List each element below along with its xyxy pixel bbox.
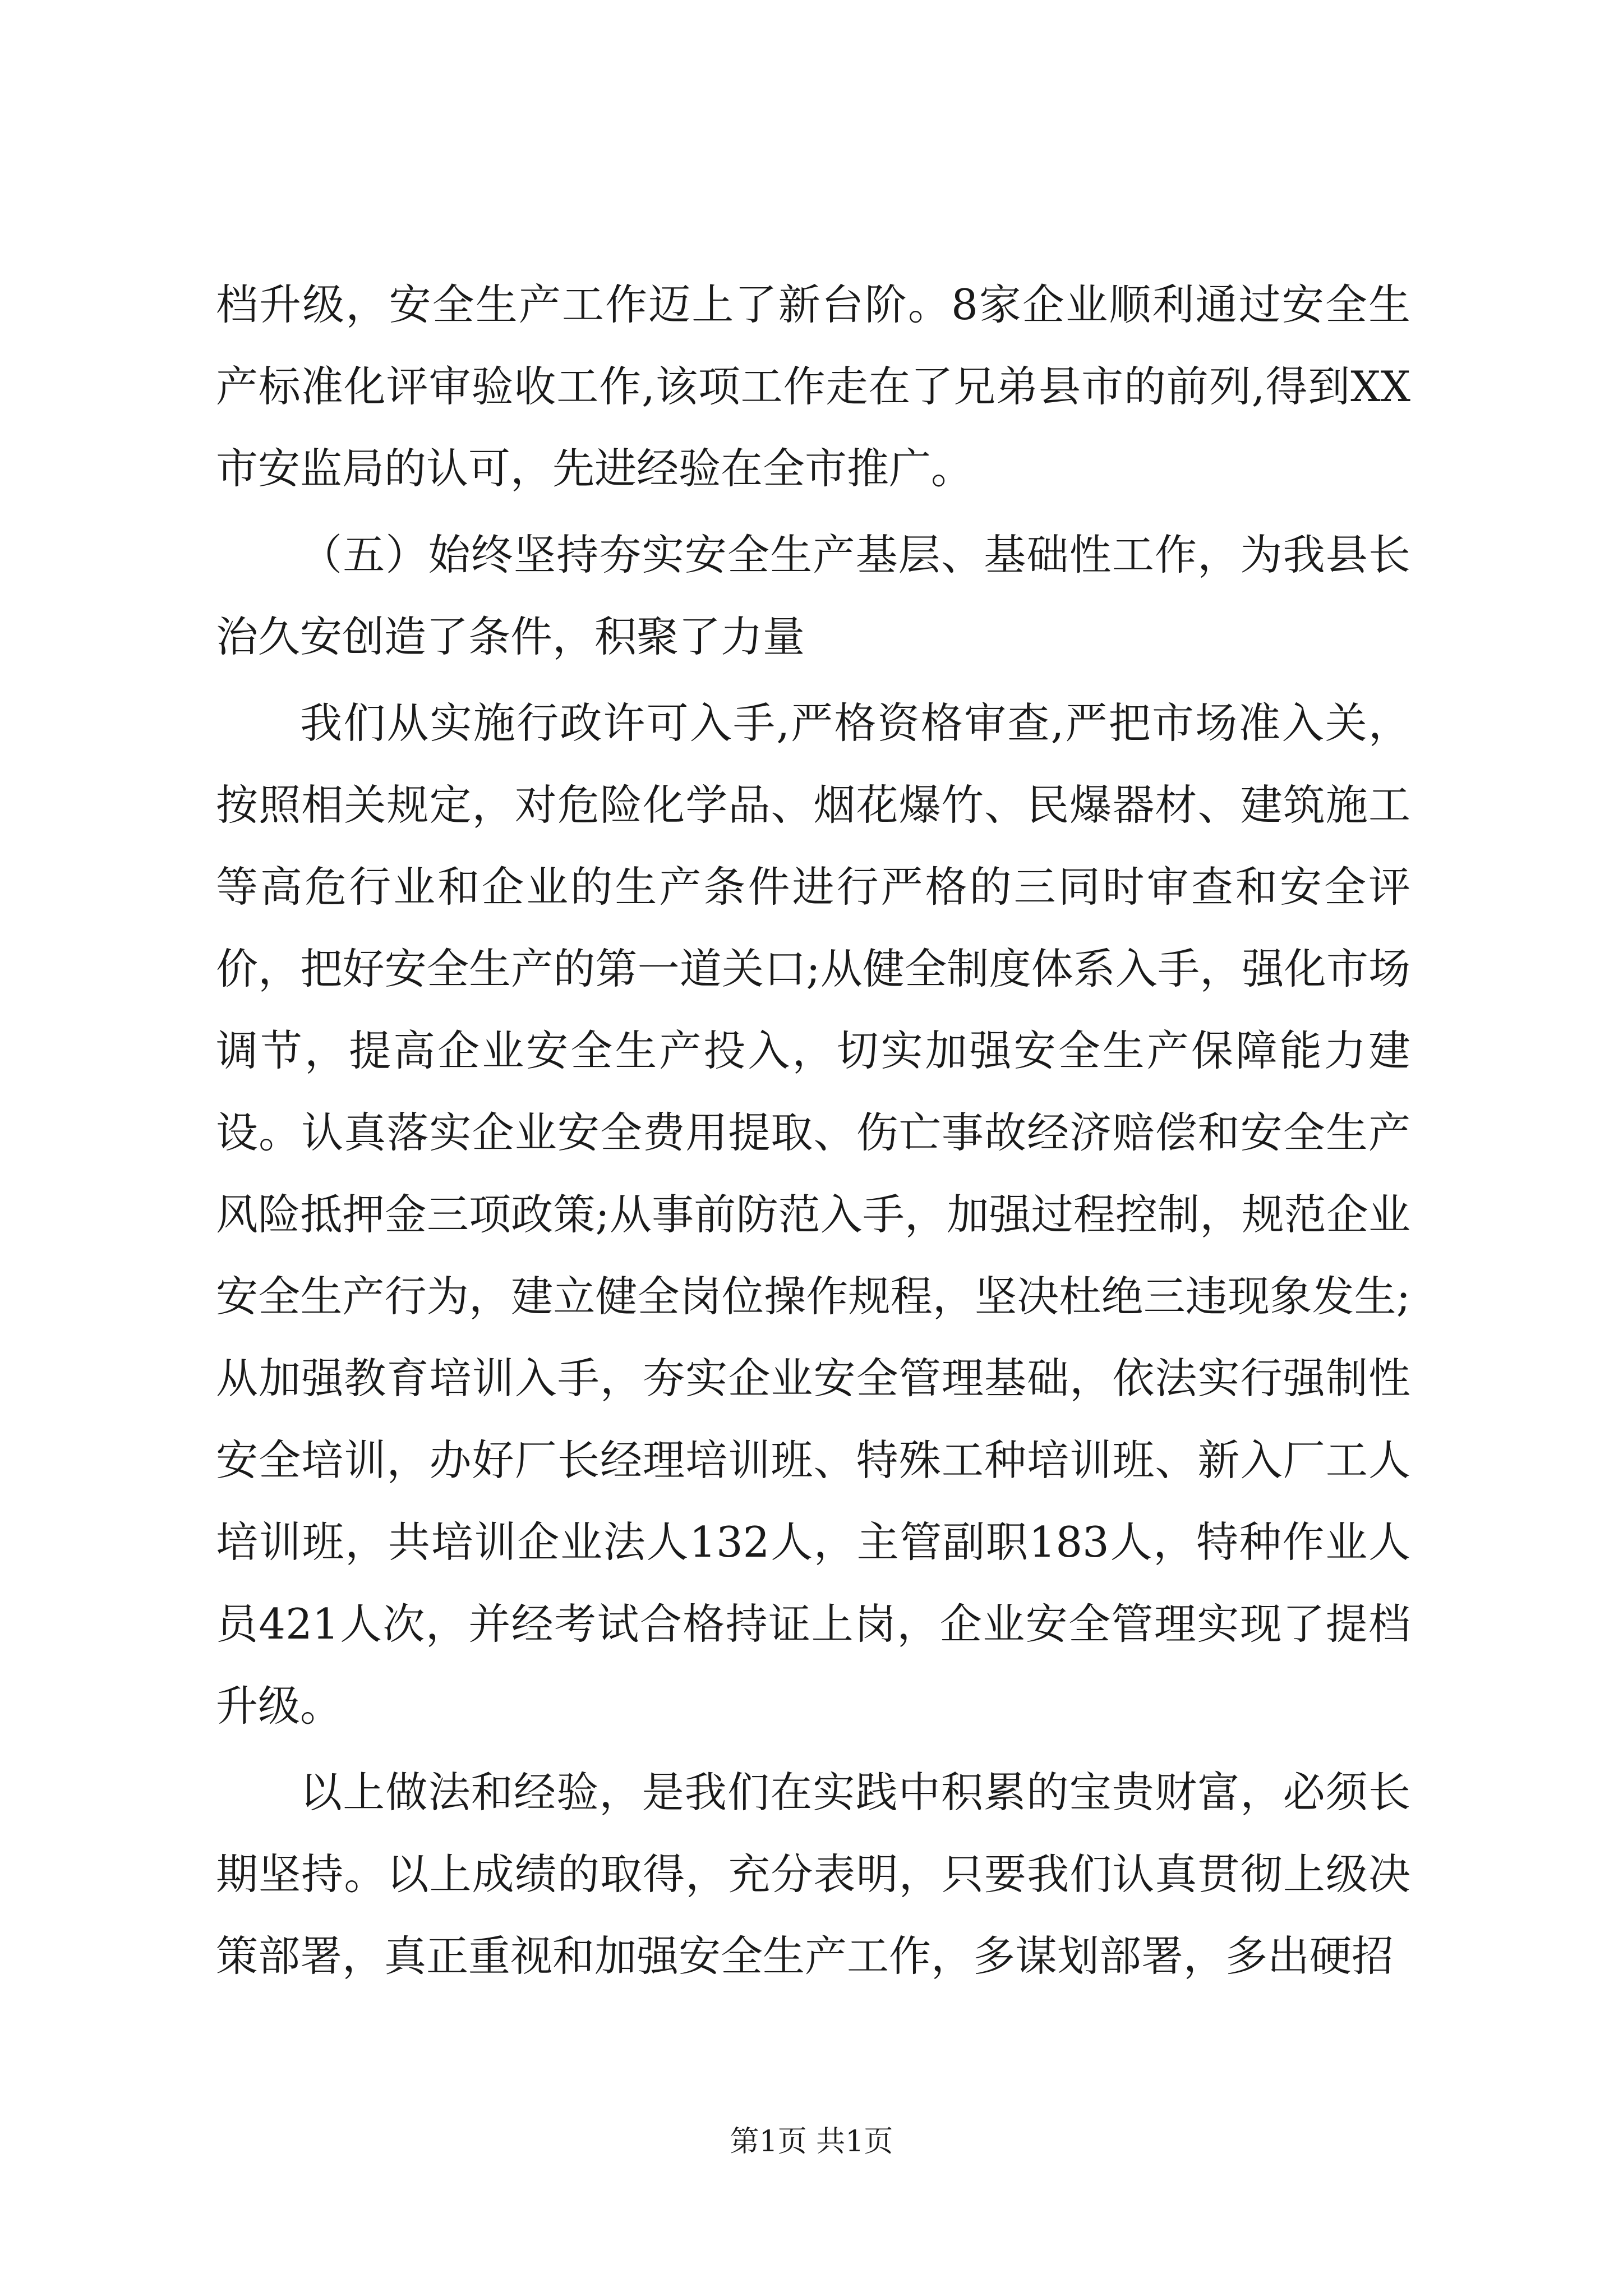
paragraph-2: 我们从实施行政许可入手,严格资格审查,严把市场准入关，按照相关规定，对危险化学品、烟花爆竹、民爆器材、建筑施工等高危行业和企业的生产条件进行严格的三同时审查和安全评价，把好安全生产的第一道关口;从健全制度体系入手，强化市场调节，提高企业安全生产投入，切实加强安全生产保障能力建设。认真落实企业安全费用提取、伤亡事故经济赔偿和安全生产风险抵押金三项政策;从事前防范入手，加强过程控制，规范企业安全生产行为，建立健全岗位操作规程，坚决杜绝三违现象发生;从加强教育培训入手，夯实企业安全管理基础，依法实行强制性安全培训，办好厂长经理培训班、特殊工种培训班、新入厂工人培训班，共培训企业法人132人，主管副职183人，特种作业人员421人次，并经考试合格持证上岗，企业安全管理实现了提档升级。 <box>216 698 1410 1731</box>
paragraph-1: 档升级，安全生产工作迈上了新台阶。8家企业顺利通过安全生产标准化评审验收工作,该项工作走在了兄弟县市的前列,得到XX市安监局的认可，先进经验在全市推广。 <box>216 280 1410 493</box>
page-footer: 第1页 共1页 <box>730 2125 893 2159</box>
document-body <box>216 264 1410 2001</box>
paragraph-3: 以上做法和经验，是我们在实践中积累的宝贵财富，必须长期坚持。以上成绩的取得，充分表明，只要我们认真贯彻上级决策部署，真正重视和加强安全生产工作，多谋划部署，多出硬招 <box>216 1768 1410 1981</box>
section-heading-5: （五）始终坚持夯实安全生产基层、基础性工作，为我县长治久安创造了条件，积聚了力量 <box>216 530 1410 661</box>
